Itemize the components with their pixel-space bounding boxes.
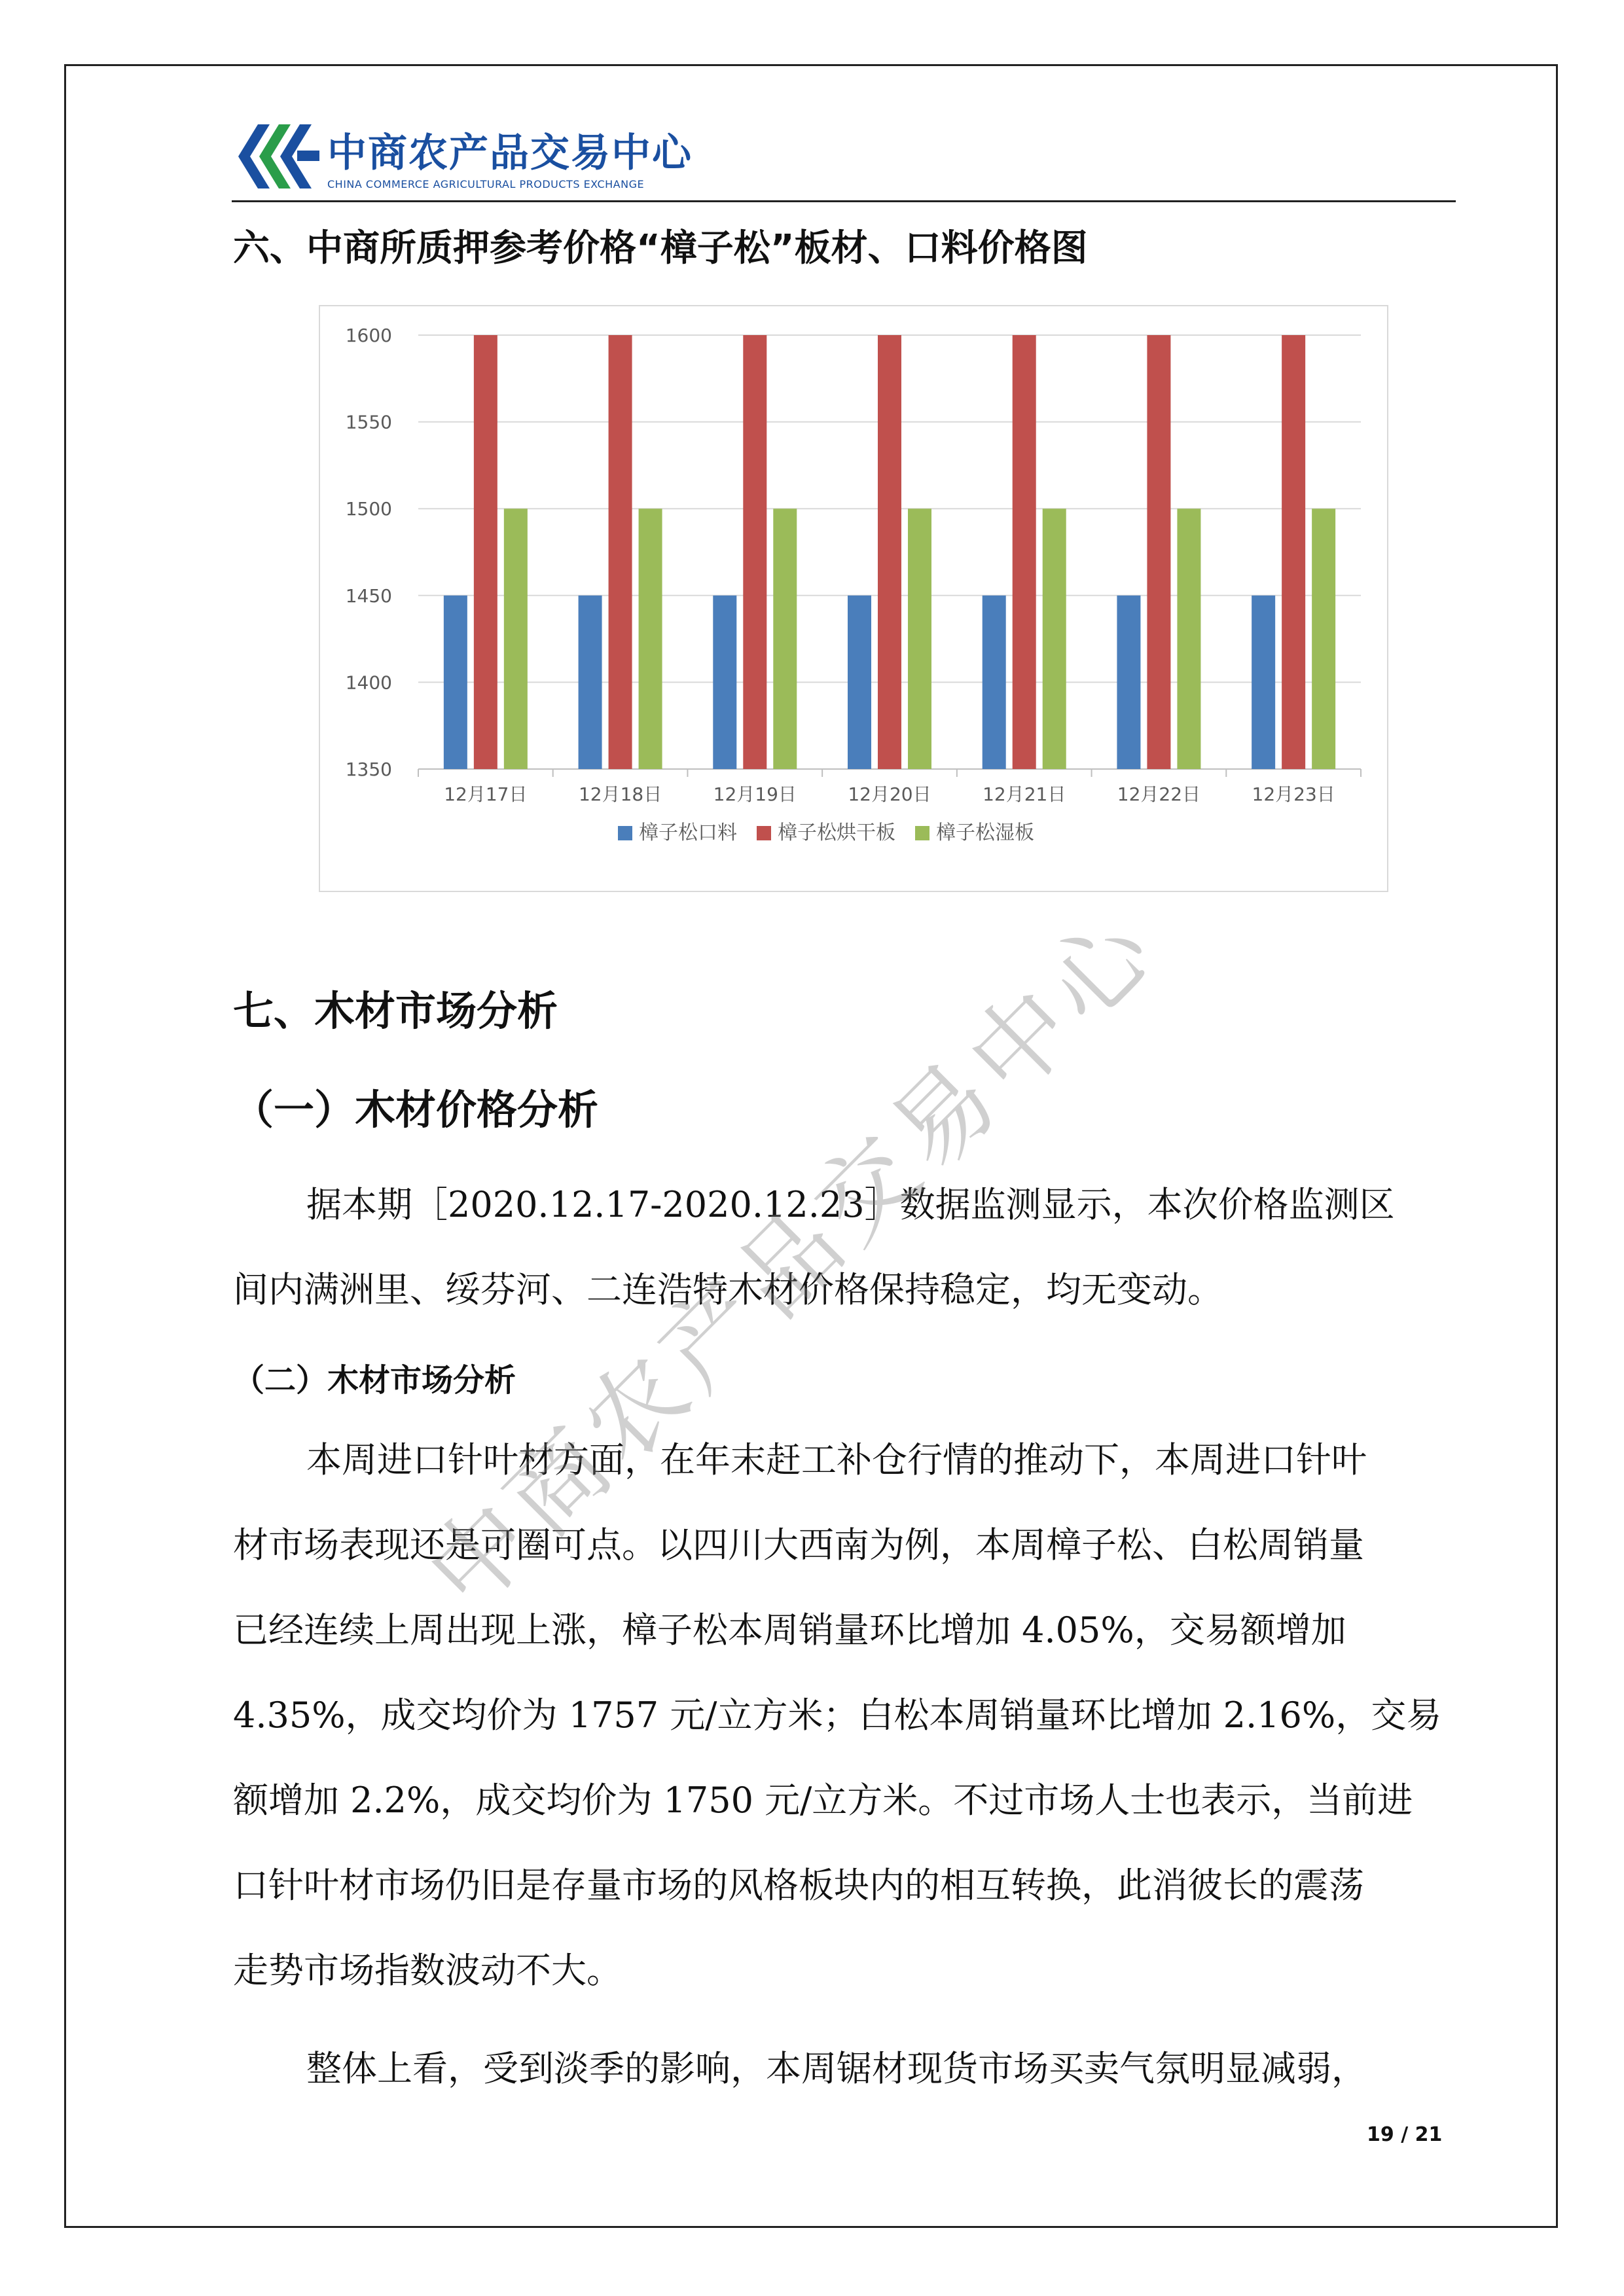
paragraph-line: 口针叶材市场仍旧是存量市场的风格板块内的相互转换，此消彼长的震荡 xyxy=(233,1865,1364,1906)
watermark-char: 心 xyxy=(1024,895,1174,1045)
x-tick-label: 12月19日 xyxy=(713,783,797,805)
bar xyxy=(609,335,632,769)
paragraph-line: 已经连续上周出现上涨，樟子松本周销量环比增加 4.05%，交易额增加 xyxy=(233,1609,1346,1651)
sub1-title: （一）木材价格分析 xyxy=(233,1086,599,1134)
price-chart xyxy=(319,305,1388,892)
watermark-char: 品 xyxy=(715,1188,865,1338)
legend-label: 樟子松烘干板 xyxy=(778,821,895,844)
legend-swatch xyxy=(915,826,929,840)
y-tick-label: 1500 xyxy=(345,498,392,520)
bar xyxy=(1117,596,1140,769)
bar xyxy=(1013,335,1036,769)
legend-label: 樟子松口料 xyxy=(639,821,737,844)
paragraph-line: 间内满洲里、绥芬河、二连浩特木材价格保持稳定，均无变动。 xyxy=(233,1269,1223,1310)
paragraph-line: 据本期［2020.12.17-2020.12.23］数据监测显示，本次价格监测区 xyxy=(306,1184,1395,1225)
bar xyxy=(579,596,602,769)
x-tick-label: 12月22日 xyxy=(1117,783,1201,805)
bar xyxy=(773,509,797,769)
y-tick-label: 1400 xyxy=(345,672,392,694)
watermark-char: 中 xyxy=(406,1481,556,1632)
bar xyxy=(908,509,931,769)
y-tick-label: 1350 xyxy=(345,759,392,780)
bar xyxy=(743,335,767,769)
y-tick-label: 1600 xyxy=(345,325,392,346)
legend-label: 樟子松湿板 xyxy=(936,821,1034,844)
page-header xyxy=(232,118,1456,200)
x-tick-label: 12月17日 xyxy=(444,783,528,805)
sub2-title: （二）木材市场分析 xyxy=(233,1362,516,1399)
bar xyxy=(1312,509,1335,769)
x-tick-label: 12月23日 xyxy=(1252,783,1335,805)
bar xyxy=(474,335,497,769)
logo-subtitle: CHINA COMMERCE AGRICULTURAL PRODUCTS EXCHANGE xyxy=(327,178,645,190)
bar xyxy=(713,596,736,769)
bar xyxy=(878,335,901,769)
bar-chart-svg xyxy=(320,306,1387,891)
paragraph-line: 额增加 2.2%，成交均价为 1750 元/立方米。不过市场人士也表示，当前进 xyxy=(233,1780,1413,1821)
bar xyxy=(1252,596,1275,769)
watermark-char: 中 xyxy=(947,968,1097,1119)
paragraph-line: 材市场表现还是可圈可点。以四川大西南为例，本周樟子松、白松周销量 xyxy=(233,1524,1364,1566)
section6-title: 六、中商所质押参考价格“樟子松”板材、口料价格图 xyxy=(233,227,1088,270)
bar xyxy=(848,596,871,769)
x-tick-label: 12月21日 xyxy=(983,783,1066,805)
legend-swatch xyxy=(618,826,632,840)
bar xyxy=(1282,335,1305,769)
y-tick-label: 1550 xyxy=(345,411,392,433)
y-tick-label: 1450 xyxy=(345,584,392,607)
paragraph-line: 本周进口针叶材方面，在年末赶工补仓行情的推动下，本周进口针叶 xyxy=(306,1439,1367,1480)
x-tick-label: 12月20日 xyxy=(848,783,931,805)
bar xyxy=(1043,509,1066,769)
bar xyxy=(504,509,528,769)
legend-swatch xyxy=(757,826,771,840)
watermark-char: 商 xyxy=(483,1408,634,1558)
watermark-char: 交 xyxy=(792,1115,943,1265)
bar xyxy=(1147,335,1170,769)
logo-icon xyxy=(232,118,322,195)
page-number: 19 / 21 xyxy=(1367,2123,1443,2146)
header-divider xyxy=(232,200,1456,202)
watermark-char: 产 xyxy=(638,1261,788,1412)
x-tick-label: 12月18日 xyxy=(578,783,662,805)
section7-title: 七、木材市场分析 xyxy=(233,987,558,1035)
paragraph-line: 整体上看，受到淡季的影响，本周锯材现货市场买卖气氛明显减弱， xyxy=(306,2048,1367,2089)
bar xyxy=(1177,509,1200,769)
bar xyxy=(983,596,1006,769)
bar xyxy=(444,596,467,769)
paragraph-line: 走势市场指数波动不大。 xyxy=(233,1950,622,1991)
watermark-char: 农 xyxy=(560,1335,711,1485)
watermark-char: 易 xyxy=(869,1041,1020,1192)
bar xyxy=(639,509,662,769)
logo-title: 中商农产品交易中心 xyxy=(327,130,693,176)
paragraph-line: 4.35%，成交均价为 1757 元/立方米；白松本周销量环比增加 2.16%，交易 xyxy=(233,1695,1442,1736)
